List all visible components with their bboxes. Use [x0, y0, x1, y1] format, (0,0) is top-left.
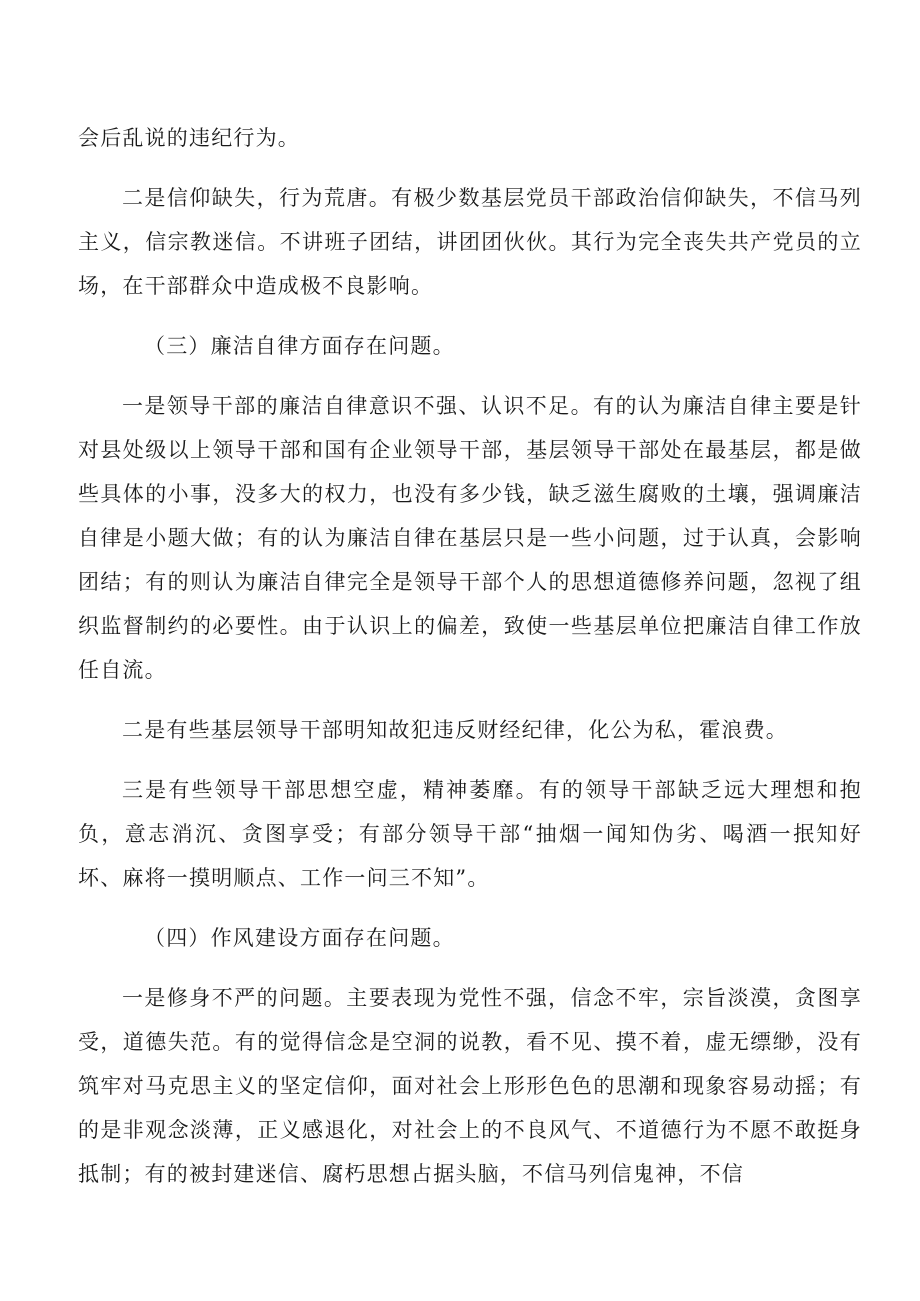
section-heading-4: （四）作风建设方面存在问题。 — [144, 926, 455, 950]
paragraph-financial-discipline: 二是有些基层领导干部明知故犯违反财经纪律，化公为私，霍浪费。 — [122, 718, 788, 742]
paragraph-self-cultivation: 一是修身不严的问题。主要表现为党性不强，信念不牢，宗旨淡漠，贪图享受，道德失范。有的觉得信念是空洞的说教，看不见、摸不着，虚无缥缈，没有筑牢对马克思主义的坚定信仰，面对社会上形形色色的思潮和现象容易动摇；有的是非观念淡薄，正义感退化，对社会上的不良风气、不道德行为不愿不敢挺身抵制；有的被封建迷信、腐朽思想占据头脑，不信马列信鬼神，不信 — [78, 986, 862, 1186]
paragraph-integrity-awareness: 一是领导干部的廉洁自律意识不强、认识不足。有的认为廉洁自律主要是针对县处级以上领导干部和国有企业领导干部，基层领导干部处在最基层，都是做些具体的小事，没多大的权力，也没有多少钱，缺乏滋生腐败的土壤，强调廉洁自律是小题大做；有的认为廉洁自律在基层只是一些小问题，过于认真，会影响团结；有的则认为廉洁自律完全是领导干部个人的思想道德修养问题，忽视了组织监督制约的必要性。由于认识上的偏差，致使一些基层单位把廉洁自律工作放任自流。 — [78, 394, 862, 682]
document-body — [78, 116, 862, 1196]
paragraph-continuation: 会后乱说的违纪行为。 — [78, 126, 300, 150]
paragraph-spiritual-emptiness: 三是有些领导干部思想空虚，精神萎靡。有的领导干部缺乏远大理想和抱负，意志消沉、贪图享受；有部分领导干部“抽烟一闻知伪劣、喝酒一抿知好坏、麻将一摸明顺点、工作一问三不知”。 — [78, 778, 862, 890]
section-heading-3: （三）廉洁自律方面存在问题。 — [144, 334, 455, 358]
paragraph-belief-loss: 二是信仰缺失，行为荒唐。有极少数基层党员干部政治信仰缺失，不信马列主义，信宗教迷信。不讲班子团结，讲团团伙伙。其行为完全丧失共产党员的立场，在干部群众中造成极不良影响。 — [78, 186, 862, 298]
